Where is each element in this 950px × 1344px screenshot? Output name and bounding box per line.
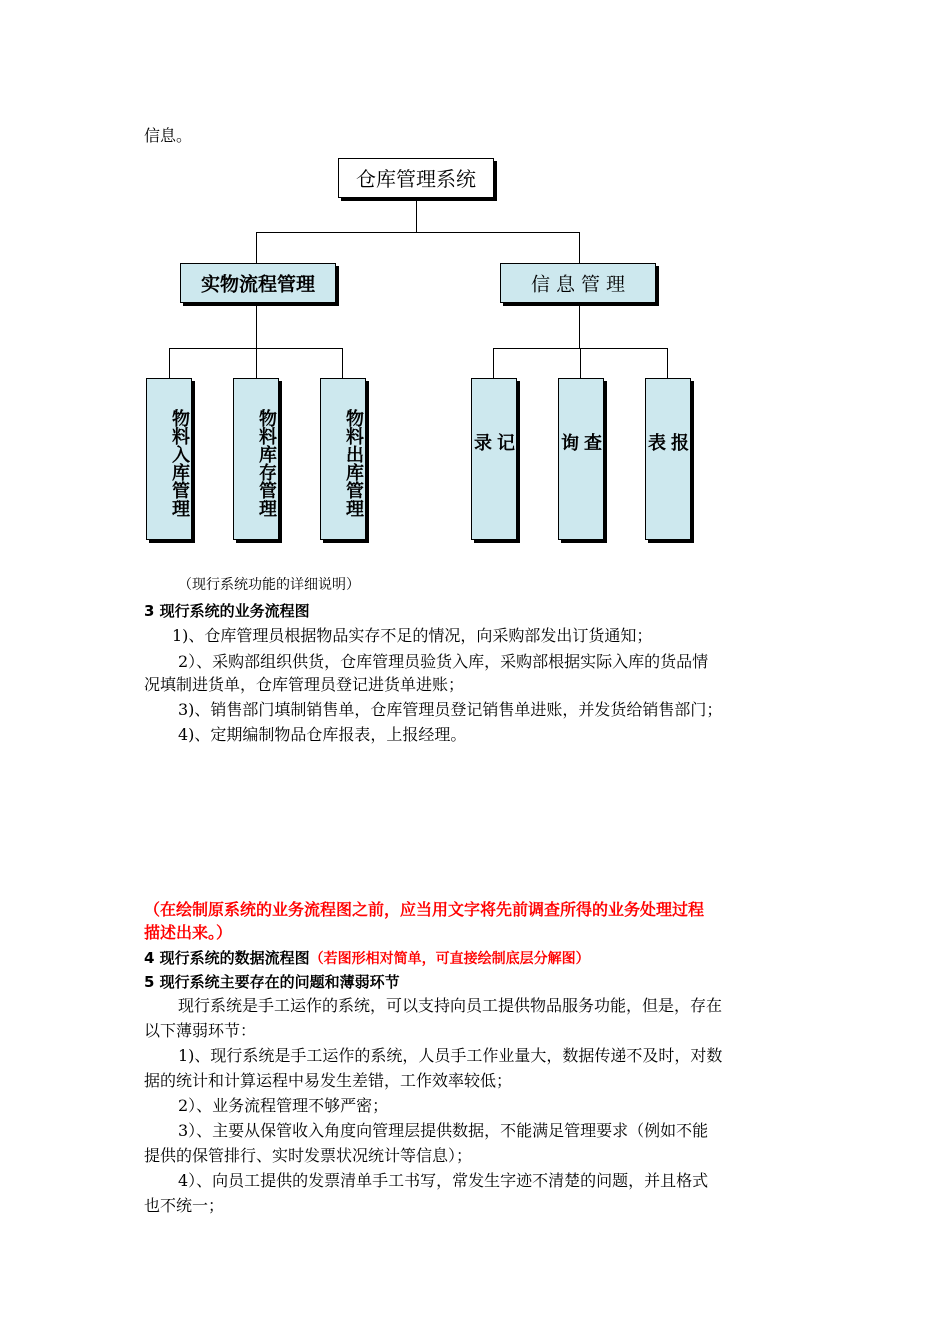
connector: [256, 303, 257, 349]
section4-row: [144, 946, 590, 971]
section4-heading: 4 现行系统的数据流程图: [144, 949, 310, 967]
section3-item: 况填制进货单，仓库管理员登记进货单进账；: [144, 675, 465, 694]
section3-item: 1)、仓库管理员根据物品实存不足的情况，向采购部发出订货通知；: [172, 626, 653, 645]
section5-line: 以下薄弱环节：: [144, 1021, 257, 1040]
branch-node-info-management: [500, 263, 656, 303]
leaf-label: 物料入库管理: [169, 409, 190, 517]
connector: [342, 348, 343, 378]
connector: [493, 348, 494, 378]
branch-label: 信 息 管 理: [530, 273, 626, 296]
leaf-label: 物料出库管理: [343, 409, 364, 517]
leaf-label: 记录: [471, 433, 515, 497]
leaf-label: 查询: [558, 433, 602, 497]
section5-line: 2）、业务流程管理不够严密；: [178, 1096, 389, 1115]
branch-label: 实物流程管理: [200, 273, 315, 296]
leaf-node-inventory: [233, 378, 279, 540]
section5-heading: 5 现行系统主要存在的问题和薄弱环节: [144, 973, 400, 991]
branch-node-physical-flow: [180, 263, 336, 303]
red-note-line: 描述出来。）: [144, 923, 233, 942]
connector: [256, 232, 257, 263]
section5-line: 也不统一；: [144, 1196, 225, 1215]
section5-line: 4）、向员工提供的发票清单手工书写，常发生字迹不清楚的问题，并且格式: [178, 1171, 709, 1190]
section5-line: 3）、主要从保管收入角度向管理层提供数据，不能满足管理要求（例如不能: [178, 1121, 709, 1140]
section3-item: 4)、定期编制物品仓库报表，上报经理。: [178, 725, 467, 744]
section3-heading: 3 现行系统的业务流程图: [144, 602, 310, 620]
section5-line: 提供的保管排行、实时发票状况统计等信息）；: [144, 1146, 473, 1165]
connector: [579, 232, 580, 263]
root-title: 仓库管理系统: [356, 167, 476, 191]
leaf-label: 报表: [645, 433, 689, 497]
connector: [169, 348, 170, 378]
section5-line: 现行系统是手工运作的系统，可以支持向员工提供物品服务功能，但是，存在: [178, 996, 723, 1015]
connector: [580, 348, 581, 378]
connector: [416, 198, 417, 232]
connector: [256, 232, 580, 233]
leaf-node-inbound: [146, 378, 192, 540]
red-note-line: （在绘制原系统的业务流程图之前，应当用文字将先前调查所得的业务处理过程: [144, 900, 705, 919]
section5-line: 1)、现行系统是手工运作的系统，人员手工作业量大，数据传递不及时，对数: [178, 1046, 723, 1065]
leaf-label: 物料库存管理: [256, 409, 277, 517]
leaf-node-outbound: [320, 378, 366, 540]
section5-line: 据的统计和计算运程中易发生差错，工作效率较低；: [144, 1071, 513, 1090]
connector: [579, 303, 580, 349]
section3-item: 3)、销售部门填制销售单，仓库管理员登记销售单进账，并发货给销售部门；: [178, 700, 723, 719]
leaf-node-report: [645, 378, 691, 540]
connector: [667, 348, 668, 378]
leaf-node-query: [558, 378, 604, 540]
section3-item: 2）、采购部组织供货，仓库管理员验货入库，采购部根据实际入库的货品情: [178, 652, 709, 671]
diagram-caption: （现行系统功能的详细说明）: [178, 577, 360, 593]
leaf-node-record: [471, 378, 517, 540]
connector: [256, 348, 257, 378]
section4-note: （若图形相对简单，可直接绘制底层分解图）: [309, 951, 590, 967]
intro-text: 信息。: [144, 126, 193, 145]
